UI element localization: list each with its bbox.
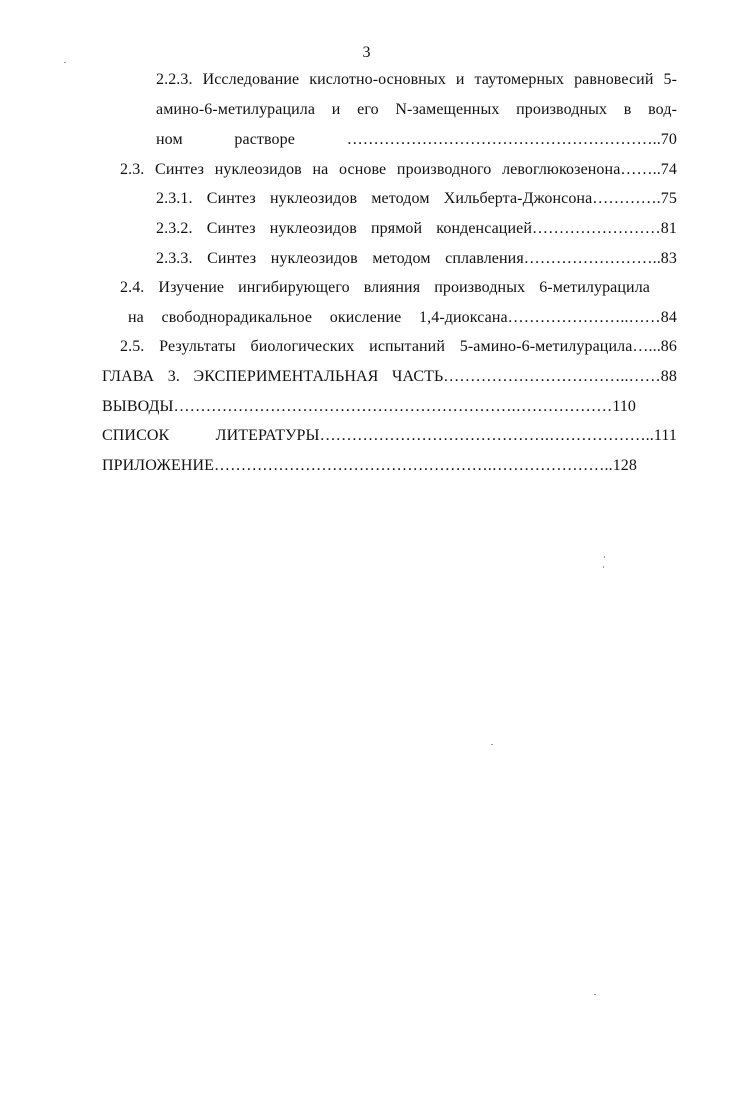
scan-speck <box>604 556 605 558</box>
toc-entry-conclusions: ВЫВОДЫ……………………………………………………….………………110 <box>102 398 637 415</box>
toc-entry-2-3-3: 2.3.3. Синтез нуклеозидов методом сплавления……………………..83 <box>156 250 677 267</box>
toc-entry-2-2-3-line-1: 2.2.3. Исследование кислотно-основных и таутомерных равновесий 5- <box>156 71 677 88</box>
toc-entry-2-2-3-line-2: амино-6-метилурацила и его N-замещенных производных в вод- <box>156 101 677 118</box>
toc-entry-2-3-2: 2.3.2. Синтез нуклеозидов прямой конденсацией……………………81 <box>156 220 677 237</box>
toc-entry-2-3-1: 2.3.1. Синтез нуклеозидов методом Хильберта-Джонсона………….75 <box>156 190 677 207</box>
toc-entry-2-5: 2.5. Результаты биологических испытаний 5-амино-6-метилурацила…...86 <box>120 338 677 355</box>
toc-entry-chapter-3: ГЛАВА 3. ЭКСПЕРИМЕНТАЛЬНАЯ ЧАСТЬ……………………………..……88 <box>102 368 677 385</box>
toc-entry-2-2-3-line-3: ном растворе …………………………………………………..70 <box>156 131 677 148</box>
scan-speck <box>594 994 596 995</box>
toc-entry-2-4-line-1: 2.4. Изучение ингибирующего влияния производных 6-метилурацила <box>120 279 650 296</box>
toc-entry-appendix: ПРИЛОЖЕНИЕ…………………………………………….…………………..128 <box>102 457 638 474</box>
scan-speck <box>491 744 493 745</box>
toc-entry-references: СПИСОК ЛИТЕРАТУРЫ…………………………………….………………..111 <box>102 427 677 444</box>
scan-speck <box>64 62 66 63</box>
scan-speck <box>603 566 604 568</box>
page-number: 3 <box>362 44 371 61</box>
toc-entry-2-3: 2.3. Синтез нуклеозидов на основе производного левоглюкозенона……..74 <box>120 161 677 178</box>
toc-entry-2-4-line-2: на свободнорадикальное окисление 1,4-диоксана…………………..……84 <box>128 309 677 326</box>
